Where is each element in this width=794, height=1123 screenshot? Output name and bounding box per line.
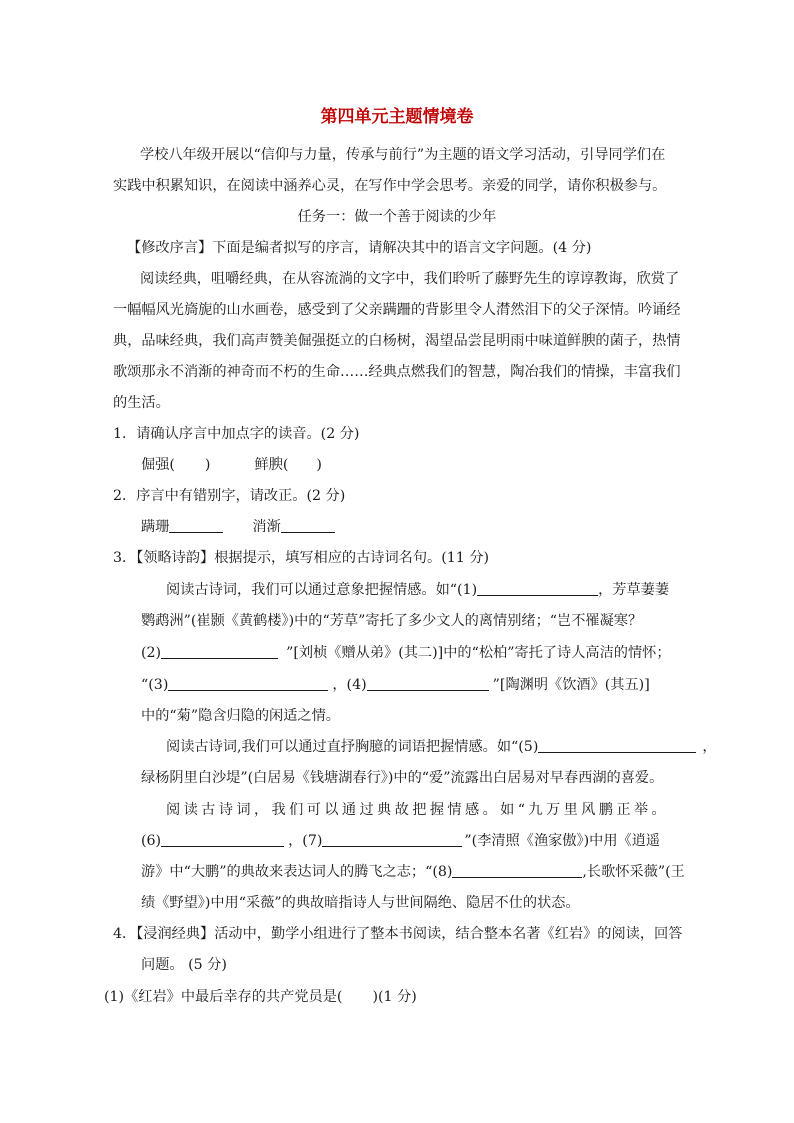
blank-4[interactable] xyxy=(367,676,489,691)
blank-7[interactable] xyxy=(322,832,462,847)
intro-line-1: 学校八年级开展以“信仰与力量，传承与前行”为主题的语文学习活动，引导同学们在 xyxy=(140,147,666,163)
preface-line-3: 典，品味经典，我们高声赞美倔强挺立的白杨树，渴望品尝昆明雨中味道鲜腴的菌子，热情 xyxy=(113,333,681,349)
question-4-line-2: 问题。 (5 分) xyxy=(141,957,227,973)
page-title: 第四单元主题情境卷 xyxy=(320,107,474,127)
task-heading: 任务一：做一个善于阅读的少年 xyxy=(297,209,497,225)
preface-line-4: 歌颂那永不消渐的神奇而不朽的生命……经典点燃我们的智慧，陶冶我们的情操，丰富我们 xyxy=(113,364,681,380)
q1-answer-row xyxy=(141,455,322,475)
q1-item-b-close: ) xyxy=(316,457,322,473)
q3-p1-line-3: (2) ”[刘桢《赠从弟》(其二)]中的“松柏”寄托了诗人高洁的情怀； xyxy=(141,645,671,661)
preface-heading: 【修改序言】下面是编者拟写的序言，请解决其中的语言文字问题。(4 分) xyxy=(127,240,592,256)
question-2: 2．序言中有错别字，请改正。(2 分) xyxy=(113,488,346,504)
q3-p2-line-2: 绿杨阴里白沙堤”(白居易《钱塘湖春行》)中的“爱”流露出白居易对早春西湖的喜爱。 xyxy=(141,770,664,786)
q2-answer-row xyxy=(141,517,335,537)
question-4: 4．【浸润经典】活动中，勤学小组进行了整本书阅读，结合整本名著《红岩》的阅读，回答 xyxy=(113,926,683,942)
q3-p1-line-4: “(3) ，(4) ”[陶渊明《饮酒》(其五)] xyxy=(141,677,650,693)
q2-blank-b[interactable] xyxy=(281,518,335,533)
preface-line-2: 一幅幅风光旖旎的山水画卷，感受到了父亲蹒跚的背影里令人潸然泪下的父子深情。吟诵经 xyxy=(113,302,681,318)
q2-item-b: 消渐 xyxy=(252,519,281,535)
q4-sub-question-1: (1)《红岩》中最后幸存的共产党员是( )(1 分) xyxy=(104,989,417,1005)
q1-item-a-close: ) xyxy=(204,457,211,473)
preface-line-5: 的生活。 xyxy=(113,395,170,411)
q3-p3-line-3: 游》中“大鹏”的典故来表达词人的腾飞之志；“(8) ,长歌怀采薇”(王 xyxy=(141,864,685,880)
blank-2[interactable] xyxy=(161,644,278,659)
q3-p2-line-1: 阅读古诗词,我们可以通过直抒胸臆的词语把握情感。如“(5) ， xyxy=(166,739,717,755)
q3-p3-line-2: (6) ，(7) ”(李清照《渔家傲》)中用《逍遥 xyxy=(141,833,661,849)
q1-item-a: 倔强( xyxy=(141,457,175,473)
blank-6[interactable] xyxy=(161,832,284,847)
q3-p3-line-4: 绩《野望》)中用“采薇”的典故暗指诗人与世间隔绝、隐居不仕的状态。 xyxy=(141,895,580,911)
intro-line-2: 实践中积累知识，在阅读中涵养心灵，在写作中学会思考。亲爱的同学，请你积极参与。 xyxy=(113,178,667,194)
blank-8[interactable] xyxy=(452,863,582,878)
question-3: 3．【领略诗韵】根据提示，填写相应的古诗词名句。(11 分) xyxy=(113,550,490,566)
q3-p1-line-5: 中的“菊”隐含归隐的闲适之情。 xyxy=(141,708,340,724)
blank-3[interactable] xyxy=(168,676,328,691)
blank-5[interactable] xyxy=(538,738,696,753)
blank-1[interactable] xyxy=(477,581,598,596)
preface-line-1: 阅读经典，咀嚼经典，在从容流淌的文字中，我们聆听了藤野先生的谆谆教诲，欣赏了 xyxy=(140,271,680,287)
question-1: 1．请确认序言中加点字的读音。(2 分) xyxy=(113,426,360,442)
q1-item-b: 鲜腴( xyxy=(254,457,289,473)
q3-p1-line-2: 鹦鹉洲”(崔颢《黄鹤楼》)中的“芳草”寄托了多少文人的离情别绪；“岂不罹凝寒？ xyxy=(141,613,643,629)
q2-blank-a[interactable] xyxy=(169,518,223,533)
q3-p1-line-1: 阅读古诗词，我们可以通过意象把握情感。如“(1) ，芳草萋萋 xyxy=(166,582,670,598)
q3-p3-line-1: 阅读古诗词，我们可以通过典故把握情感。如“九万里风鹏正举。 xyxy=(166,802,670,818)
q2-item-a: 蹒珊 xyxy=(141,519,170,535)
